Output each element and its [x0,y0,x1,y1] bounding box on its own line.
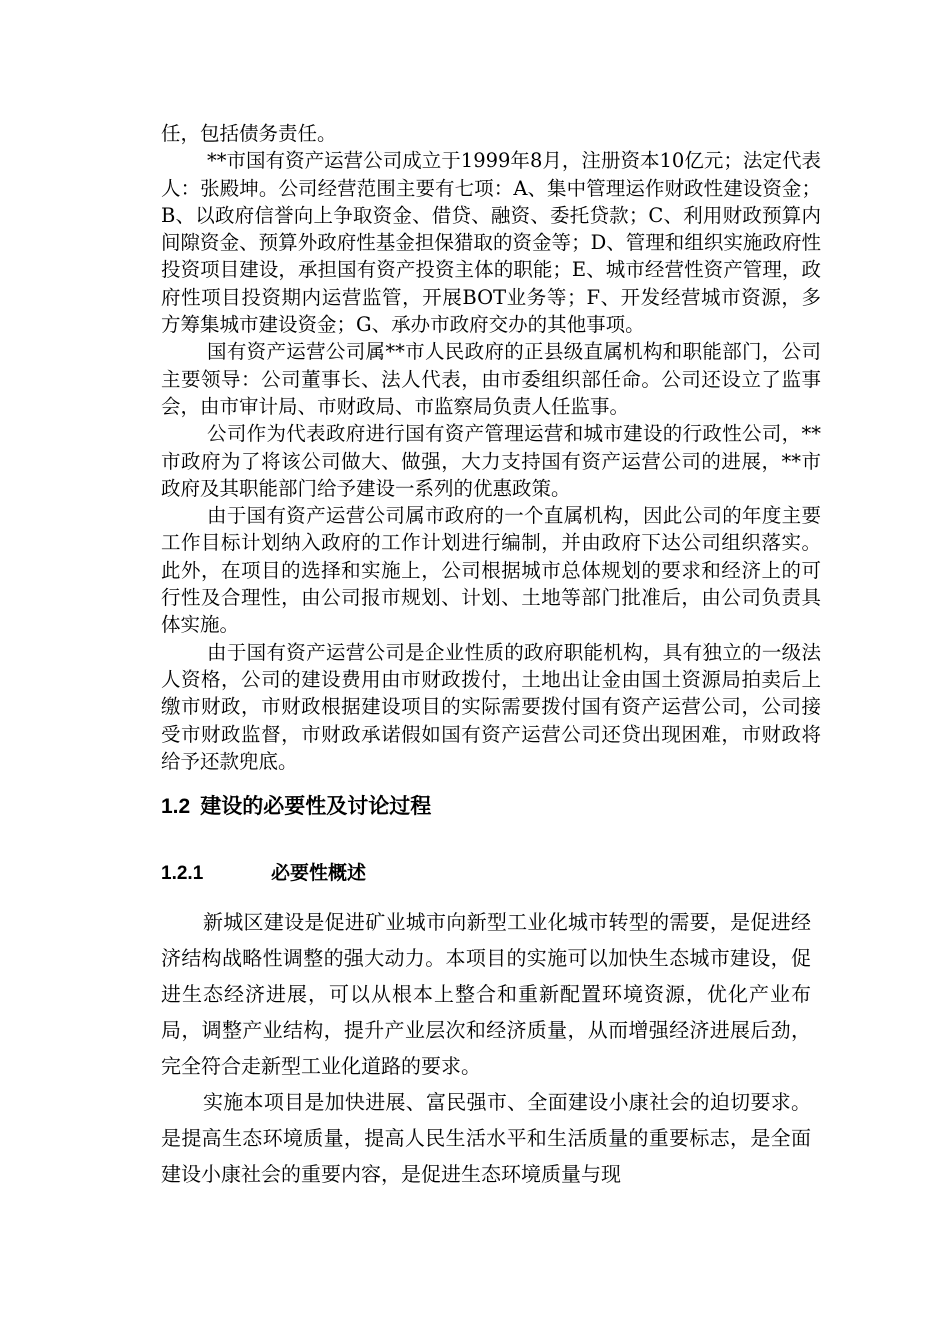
company-background-text [161,120,821,775]
paragraph: 任，包括债务责任。 [161,122,337,145]
paragraph: 公司作为代表政府进行国有资产管理运营和城市建设的行政性公司，**市政府为了将该公司做大、做强，大力支持国有资产运营公司的进展，**市政府及其职能部门给予建设一系列的优惠政策。 [161,422,821,500]
section-number: 1.2 [161,795,191,818]
subsection-heading [161,860,366,888]
paragraph: 国有资产运营公司属**市人民政府的正县级直属机构和职能部门，公司主要领导：公司董事长、法人代表，由市委组织部任命。公司还设立了监事会，由市审计局、市财政局、市监察局负责人任监事。 [161,340,821,418]
paragraph: 由于国有资产运营公司是企业性质的政府职能机构，具有独立的一级法人资格，公司的建设费用由市财政拨付，土地出让金由国土资源局拍卖后上缴市财政，市财政根据建设项目的实际需要拨付国有资产运营公司，公司接受市财政监督，市财政承诺假如国有资产运营公司还贷出现困难，市财政将给予还款兜底。 [161,640,821,773]
paragraph: 实施本项目是加快进展、富民强市、全面建设小康社会的迫切要求。是提高生态环境质量，提高人民生活水平和生活质量的重要标志，是全面建设小康社会的重要内容，是促进生态环境质量与现 [161,1090,811,1186]
section-title: 建设的必要性及讨论过程 [200,795,432,818]
paragraph: **市国有资产运营公司成立于1999年8月，注册资本10亿元；法定代表人：张殿坤。公司经营范围主要有七项：A、集中管理运作财政性建设资金；B、以政府信誉向上争取资金、借贷、融资、委托贷款；C、利用财政预算内间隙资金、预算外政府性基金担保猎取的资金等；D、管理和组织实施政府性投资项目建设，承担国有资产投资主体的职能；E、城市经营性资产管理，政府性项目投资期内运营监管，开展BOT业务等；F、开发经营城市资源，多方筹集城市建设资金；G、承办市政府交办的其他事项。 [161,149,821,337]
necessity-text [161,904,811,1192]
section-heading [161,792,431,822]
document-page [161,120,821,1186]
paragraph: 新城区建设是促进矿业城市向新型工业化城市转型的需要，是促进经济结构战略性调整的强大动力。本项目的实施可以加快生态城市建设，促进生态经济进展，可以从根本上整合和重新配置环境资源，优化产业布局，调整产业结构，提升产业层次和经济质量，从而增强经济进展后劲，完全符合走新型工业化道路的要求。 [161,910,811,1078]
subsection-number: 1.2.1 [161,863,204,884]
paragraph: 由于国有资产运营公司属市政府的一个直属机构，因此公司的年度主要工作目标计划纳入政府的工作计划进行编制，并由政府下达公司组织落实。此外，在项目的选择和实施上，公司根据城市总体规划的要求和经济上的可行性及合理性，由公司报市规划、计划、土地等部门批准后，由公司负责具体实施。 [161,504,821,637]
subsection-title: 必要性概述 [271,863,367,884]
